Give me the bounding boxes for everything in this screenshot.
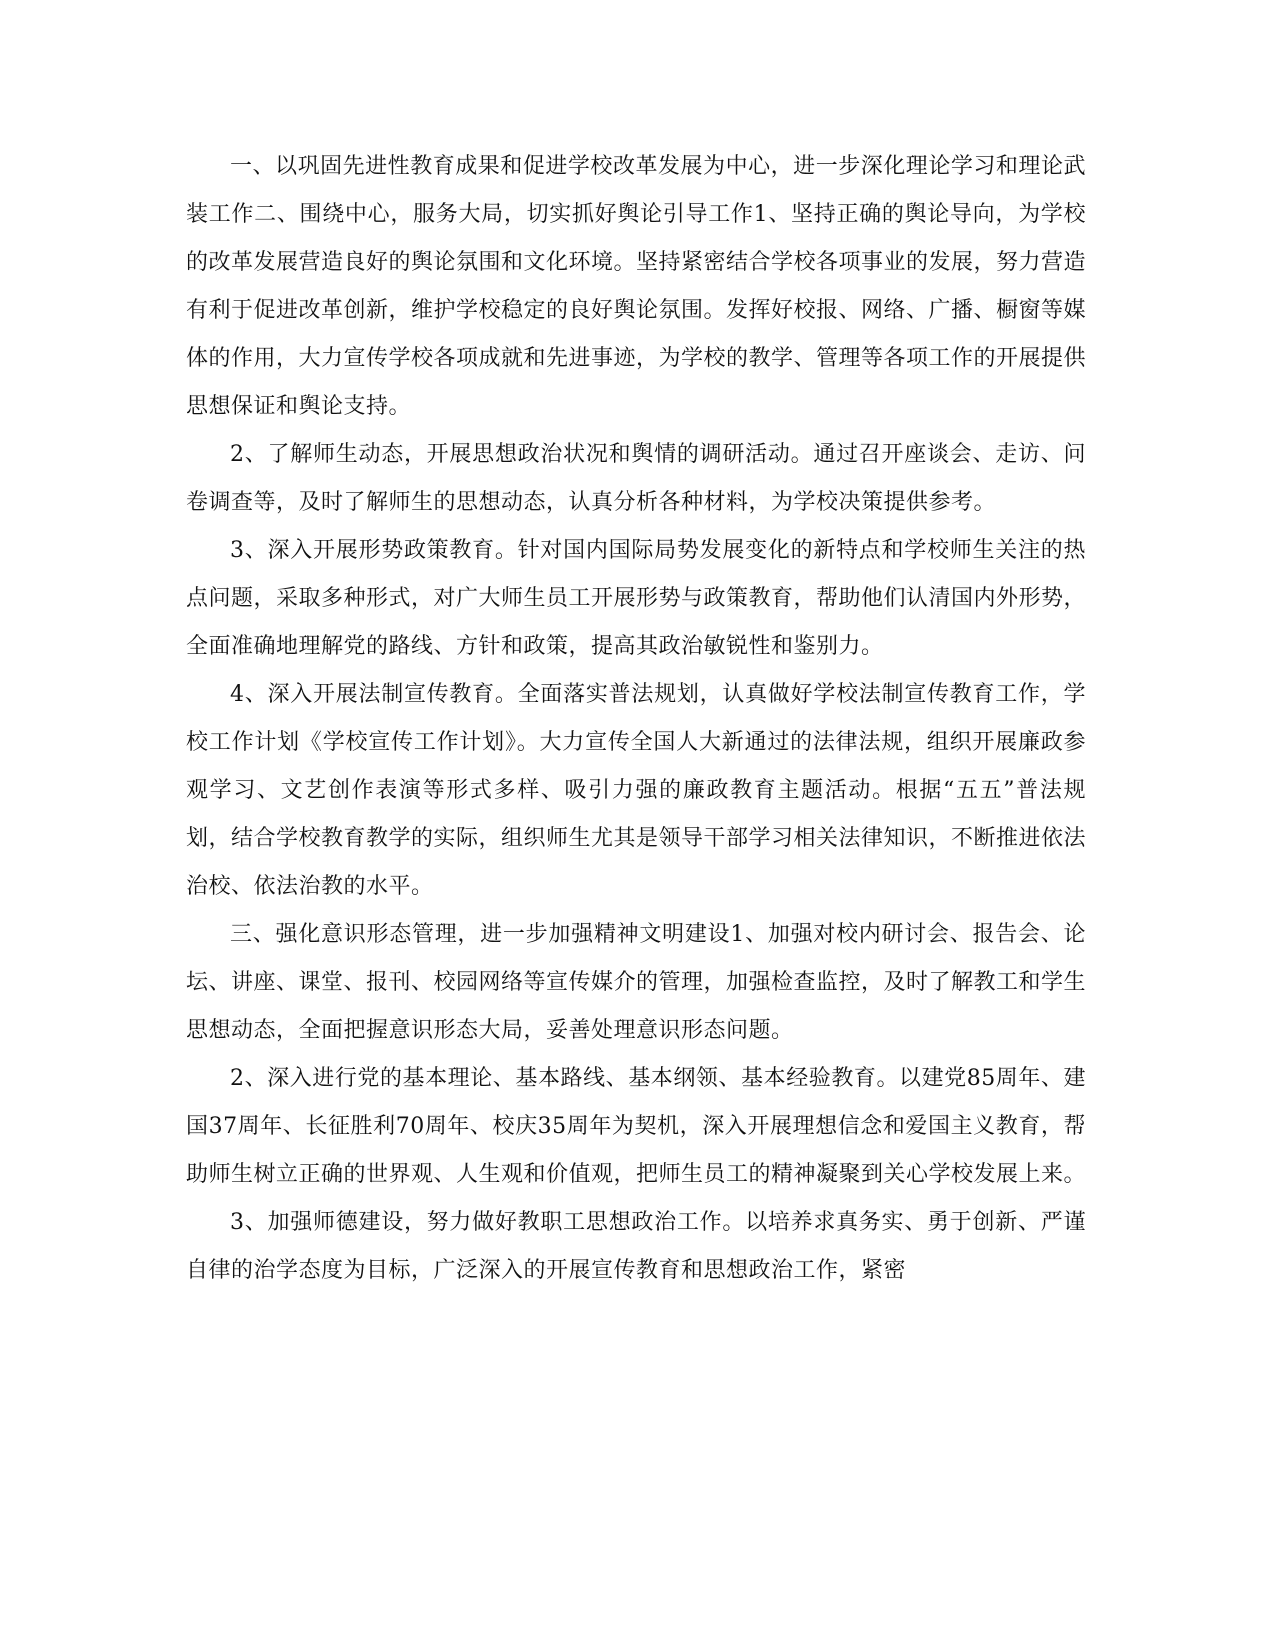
paragraph-4: 4、深入开展法制宣传教育。全面落实普法规划，认真做好学校法制宣传教育工作，学校工作计划《学校宣传工作计划》。大力宣传全国人大新通过的法律法规，组织开展廉政参观学习、文艺创作表演等形式多样、吸引力强的廉政教育主题活动。根据“五五”普法规划，结合学校教育教学的实际，组织师生尤其是领导干部学习相关法律知识，不断推进依法治校、依法治教的水平。: [186, 682, 1087, 899]
paragraph-2: 2、了解师生动态，开展思想政治状况和舆情的调研活动。通过召开座谈会、走访、问卷调查等，及时了解师生的思想动态，认真分析各种材料，为学校决策提供参考。: [186, 442, 1086, 515]
paragraph-6: 2、深入进行党的基本理论、基本路线、基本纲领、基本经验教育。以建党85周年、建国37周年、长征胜利70周年、校庆35周年为契机，深入开展理想信念和爱国主义教育，帮助师生树立正确的世界观、人生观和价值观，把师生员工的精神凝聚到关心学校发展上来。: [186, 1066, 1087, 1187]
paragraph-5: 三、强化意识形态管理，进一步加强精神文明建设1、加强对校内研讨会、报告会、论坛、讲座、课堂、报刊、校园网络等宣传媒介的管理，加强检查监控，及时了解教工和学生思想动态，全面把握意识形态大局，妥善处理意识形态问题。: [186, 922, 1087, 1043]
paragraph-3: 3、深入开展形势政策教育。针对国内国际局势发展变化的新特点和学校师生关注的热点问题，采取多种形式，对广大师生员工开展形势与政策教育，帮助他们认清国内外形势，全面准确地理解党的路线、方针和政策，提高其政治敏锐性和鉴别力。: [186, 538, 1087, 659]
document-body: [186, 143, 1086, 1295]
paragraph-1: 一、以巩固先进性教育成果和促进学校改革发展为中心，进一步深化理论学习和理论武装工作二、围绕中心，服务大局，切实抓好舆论引导工作1、坚持正确的舆论导向，为学校的改革发展营造良好的舆论氛围和文化环境。坚持紧密结合学校各项事业的发展，努力营造有利于促进改革创新，维护学校稳定的良好舆论氛围。发挥好校报、网络、广播、橱窗等媒体的作用，大力宣传学校各项成就和先进事迹，为学校的教学、管理等各项工作的开展提供思想保证和舆论支持。: [186, 154, 1087, 419]
paragraph-7: 3、加强师德建设，努力做好教职工思想政治工作。以培养求真务实、勇于创新、严谨自律的治学态度为目标，广泛深入的开展宣传教育和思想政治工作，紧密: [186, 1210, 1086, 1283]
